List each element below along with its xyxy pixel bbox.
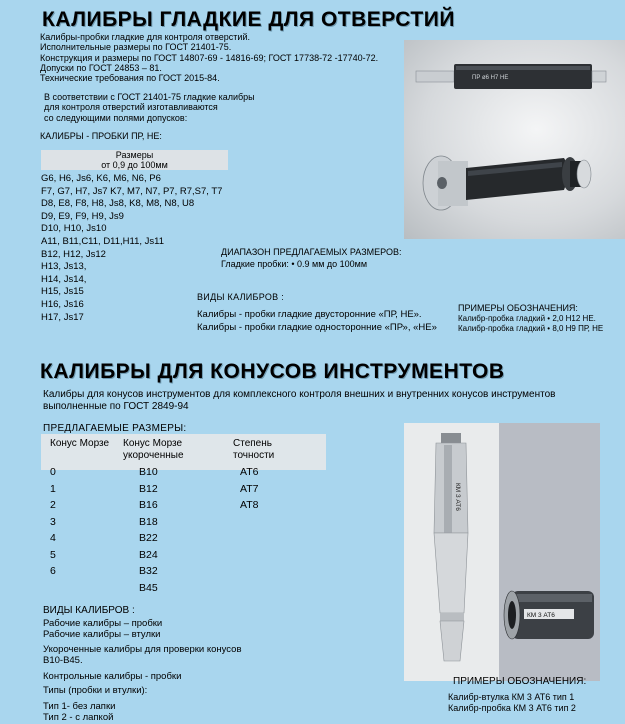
tolerance-row: H15, Js15 — [41, 286, 84, 298]
section1-examples — [458, 314, 603, 334]
morse-short-cell: B22 — [139, 532, 158, 544]
tolerance-row: H17, Js17 — [41, 311, 84, 323]
intro-line: Допуски по ГОСТ 24853 – 81. — [40, 62, 162, 73]
morse-short-cell: B18 — [139, 515, 158, 528]
intro-line: Технические требования по ГОСТ 2015-84. — [40, 73, 220, 84]
tolerance-row: B12, H12, Js12 — [41, 248, 106, 260]
tolerance-row: D8, E8, F8, H8, Js8, K8, M8, N8, U8 — [41, 198, 195, 210]
morse-short-cell: B45 — [139, 581, 158, 594]
tolerance-row: D10, H10, Js10 — [41, 223, 107, 235]
morse-short-cell: B12 — [139, 482, 158, 495]
range-title: ДИАПАЗОН ПРЕДЛАГАЕМЫХ РАЗМЕРОВ: — [221, 247, 402, 257]
morse-cell: 0 — [50, 466, 56, 478]
morse-cell: 3 — [50, 515, 56, 528]
plug-marking-text: КМ 3 АТ6 — [454, 483, 461, 511]
note-line: В соответствии с ГОСТ 21401-75 гладкие калибры — [44, 92, 255, 102]
section2-types — [43, 619, 242, 723]
morse-short-cell: B16 — [139, 499, 158, 511]
intro-line: Конструкция и размеры по ГОСТ 14807-69 - 14816-69; ГОСТ 17738-72 -17740-72. — [40, 52, 379, 63]
section1-title: КАЛИБРЫ ГЛАДКИЕ ДЛЯ ОТВЕРСТИЙ — [42, 8, 455, 31]
col-header-accuracy: Степень точности — [233, 438, 275, 461]
intro-line: Исполнительные размеры по ГОСТ 21401-75. — [40, 42, 232, 53]
plug-gauges-photo — [404, 40, 625, 239]
type2-line: Укороченные калибры для проверки конусов — [43, 644, 242, 655]
plug-gauges-image — [404, 40, 625, 239]
sizes-header-line: от 0,9 до 100мм — [101, 160, 168, 170]
type2-line: Рабочие калибры – втулки — [43, 628, 161, 640]
tolerance-row: H16, Js16 — [41, 298, 84, 310]
type2-line: Контрольные калибры - пробки — [43, 671, 182, 682]
intro-line: Калибры-пробки гладкие для контроля отверстий. — [40, 32, 250, 42]
tolerance-row: H14, Js14, — [41, 273, 87, 285]
morse-gauges-image — [404, 423, 600, 681]
section2-types-title: ВИДЫ КАЛИБРОВ : — [43, 605, 135, 616]
morse-cell: 6 — [50, 565, 56, 577]
note-line: для контроля отверстий изготавливаются — [44, 102, 218, 113]
example2-line: Калибр-пробка КМ 3 АТ6 тип 2 — [448, 703, 576, 713]
type-line: Калибры - пробки гладкие двусторонние «ПР, НЕ». — [197, 309, 422, 320]
section2-intro — [43, 389, 555, 412]
probes-label: КАЛИБРЫ - ПРОБКИ ПР, НЕ: — [40, 131, 162, 141]
morse-cell: 5 — [50, 548, 56, 561]
tolerance-row: D9, E9, F9, H9, Js9 — [41, 210, 124, 222]
tolerance-row: G6, H6, Js6, K6, M6, N6, P6 — [41, 173, 161, 184]
morse-short-cell: B32 — [139, 565, 158, 577]
intro2-line: Калибры для конусов инструментов для комплексного контроля внешних и внутренних конусов инструментов — [43, 389, 556, 400]
morse-col-3 — [240, 464, 258, 514]
section1-types-title: ВИДЫ КАЛИБРОВ : — [197, 292, 285, 302]
type2-line: Тип 2 - с лапкой — [43, 711, 114, 723]
type2-line: Типы (пробки и втулки): — [43, 684, 148, 696]
accuracy-cell: AT8 — [240, 499, 259, 511]
morse-cell: 2 — [50, 499, 56, 511]
note-line: со следующими полями допусков: — [44, 112, 188, 123]
example-line: Калибр-пробка гладкий • 2,0 H12 НЕ. — [458, 314, 596, 323]
section2-title: КАЛИБРЫ ДЛЯ КОНУСОВ ИНСТРУМЕНТОВ — [40, 360, 505, 383]
morse-col-1 — [50, 464, 56, 580]
section2-examples-title: ПРИМЕРЫ ОБОЗНАЧЕНИЯ: — [453, 676, 587, 687]
col-header-morse: Конус Морзе — [50, 438, 110, 449]
tolerance-row: F7, G7, H7, Js7 K7, M7, N7, P7, R7,S7, T7 — [41, 185, 223, 197]
section1-types — [197, 308, 437, 334]
accuracy-cell: AT7 — [240, 482, 259, 495]
morse-col-2 — [139, 464, 158, 596]
intro2-line: выполненные по ГОСТ 2849-94 — [43, 400, 189, 412]
sizes-title: ПРЕДЛАГАЕМЫЕ РАЗМЕРЫ: — [43, 423, 187, 434]
section1-note — [44, 92, 255, 123]
type-line: Калибры - пробки гладкие односторонние «ПР», «НЕ» — [197, 322, 437, 333]
sleeve-marking-text: КМ 3 АТ6 — [527, 612, 555, 619]
sizes-header-box — [41, 150, 228, 170]
tolerance-row: A11, B11,C11, D11,H11, Js11 — [41, 235, 165, 247]
morse-gauges-photo — [404, 423, 600, 681]
morse-cell: 1 — [50, 482, 56, 495]
example-line: Калибр-пробка гладкий • 8,0 H9 ПР, НЕ — [458, 324, 604, 333]
section2-examples — [448, 692, 576, 714]
range-value: Гладкие пробки: • 0.9 мм до 100мм — [221, 259, 368, 269]
tolerance-list — [41, 173, 222, 324]
morse-cell: 4 — [50, 532, 56, 544]
sizes-header-line: Размеры — [115, 150, 154, 160]
morse-short-cell: B10 — [139, 466, 158, 478]
tolerance-row: H13, Js13, — [41, 261, 87, 273]
section1-intro — [40, 32, 378, 83]
gauge-marking-text: ПР ø6 H7 НЕ — [472, 75, 509, 81]
type2-line: Рабочие калибры – пробки — [43, 618, 163, 629]
morse-short-cell: B24 — [139, 548, 158, 561]
section1-examples-title: ПРИМЕРЫ ОБОЗНАЧЕНИЯ: — [458, 303, 578, 313]
type2-line: B10-B45. — [43, 654, 83, 666]
type2-line: Тип 1- без лапки — [43, 701, 116, 712]
col-header-morse-short: Конус Морзе укороченные — [123, 438, 184, 461]
example2-line: Калибр-втулка КМ 3 АТ6 тип 1 — [448, 692, 575, 702]
accuracy-cell: AT6 — [240, 466, 259, 478]
